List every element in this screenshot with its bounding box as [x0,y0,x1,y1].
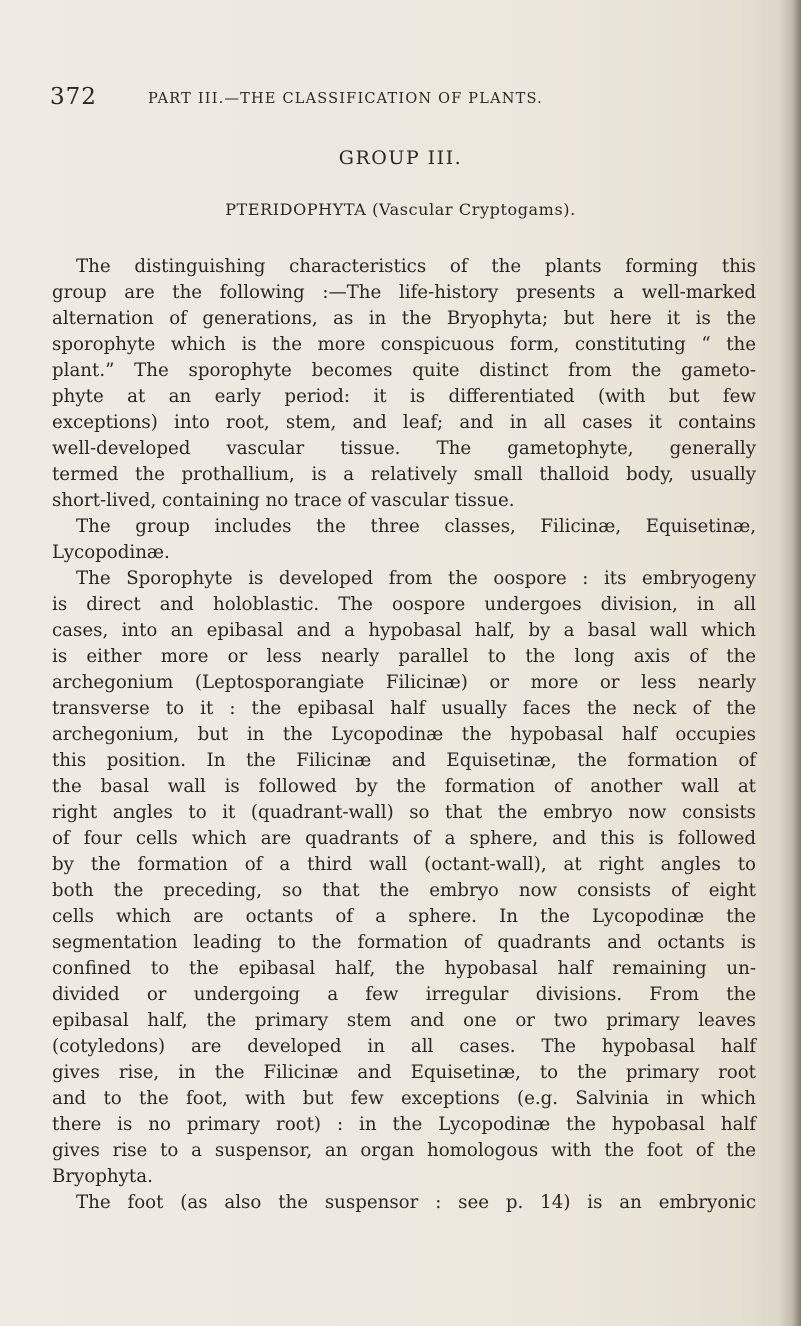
body-line: confined to the epibasal half, the hypobasal half remaining un- [52,958,756,979]
body-line: both the preceding, so that the embryo now consists of eight [52,880,756,901]
body-line: (cotyledons) are developed in all cases. The hypobasal half [52,1036,756,1057]
body-line: alternation of generations, as in the Bryophyta; but here it is the [52,308,756,329]
body-line: epibasal half, the primary stem and one or two primary leaves [52,1010,756,1031]
body-line: The distinguishing characteristics of the plants forming this [76,256,756,277]
body-line: divided or undergoing a few irregular divisions. From the [52,984,756,1005]
body-line: cases, into an epibasal and a hypobasal half, by a basal wall which [52,620,756,641]
body-line: well-developed vascular tissue. The gametophyte, generally [52,438,756,459]
body-line: The Sporophyte is developed from the oospore : its embryogeny [76,568,756,589]
body-line: of four cells which are quadrants of a sphere, and this is followed [52,828,756,849]
body-line: The foot (as also the suspensor : see p. 14) is an embryonic [76,1192,756,1213]
body-line: cells which are octants of a sphere. In the Lycopodinæ the [52,906,756,927]
body-line: right angles to it (quadrant-wall) so that the embryo now consists [52,802,756,823]
body-line: this position. In the Filicinæ and Equisetinæ, the formation of [52,750,756,771]
body-line: group are the following :—The life-history presents a well-marked [52,282,756,303]
body-line: plant.” The sporophyte becomes quite distinct from the gameto- [52,360,756,381]
body-line: exceptions) into root, stem, and leaf; and in all cases it contains [52,412,756,433]
body-line: and to the foot, with but few exceptions (e.g. Salvinia in which [52,1088,756,1109]
body-line: segmentation leading to the formation of quadrants and octants is [52,932,756,953]
body-line: is either more or less nearly parallel to the long axis of the [52,646,756,667]
body-line: short-lived, containing no trace of vascular tissue. [52,490,515,511]
body-line: Lycopodinæ. [52,542,170,563]
body-line: transverse to it : the epibasal half usually faces the neck of the [52,698,756,719]
section-heading: GROUP III. [338,147,463,169]
body-line: the basal wall is followed by the formation of another wall at [52,776,756,797]
page-edge-shadow [779,0,801,1326]
body-line: there is no primary root) : in the Lycopodinæ the hypobasal half [52,1114,756,1135]
body-line: by the formation of a third wall (octant-wall), at right angles to [52,854,756,875]
body-line: gives rise to a suspensor, an organ homologous with the foot of the [52,1140,756,1161]
body-line: gives rise, in the Filicinæ and Equisetinæ, to the primary root [52,1062,756,1083]
body-line: sporophyte which is the more conspicuous form, constituting “ the [52,334,756,355]
body-line: Bryophyta. [52,1166,153,1187]
page-number: 372 [50,84,97,110]
running-title: PART III.—THE CLASSIFICATION OF PLANTS. [148,91,543,107]
body-line: is direct and holoblastic. The oospore undergoes division, in all [52,594,756,615]
body-line: termed the prothallium, is a relatively small thalloid body, usually [52,464,756,485]
body-line: archegonium, but in the Lycopodinæ the hypobasal half occupies [52,724,756,745]
body-line: archegonium (Leptosporangiate Filicinæ) or more or less nearly [52,672,756,693]
body-line: The group includes the three classes, Filicinæ, Equisetinæ, [76,516,756,537]
body-line: phyte at an early period: it is differentiated (with but few [52,386,756,407]
section-subheading: PTERIDOPHYTA (Vascular Cryptogams). [225,200,576,219]
